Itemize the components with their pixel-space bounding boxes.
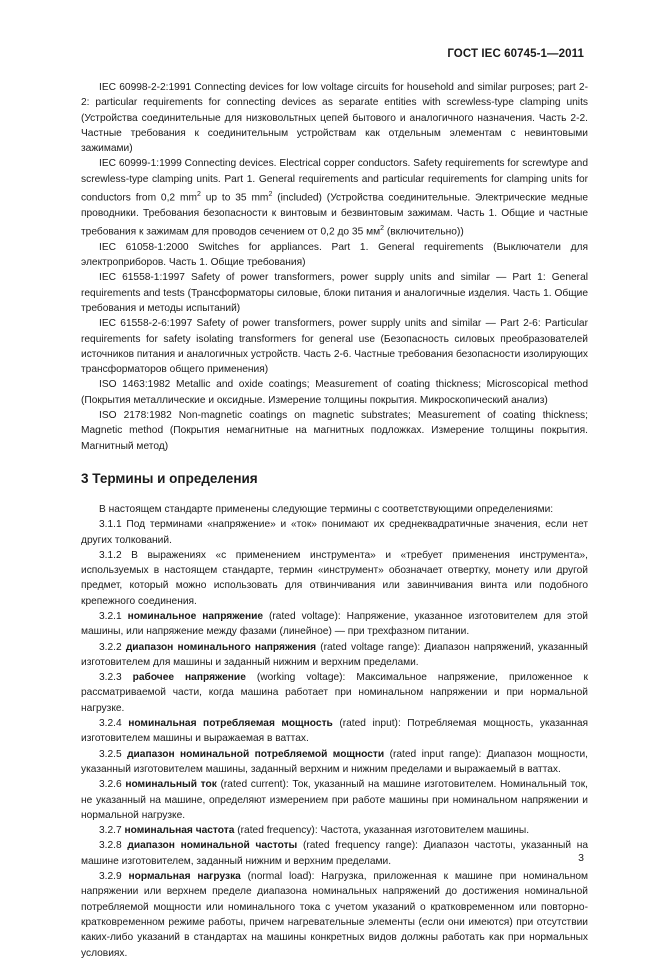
text-run: 3.2.3 [99,672,133,684]
reference-item [81,316,588,377]
text-run: IEC 61558-1:1997 Safety of power transformers, power supply units and similar — Part 1: General requirements and tests (Трансформаторы силовые, блоки питания и аналогичные изделия. Часть 1. Общие требования и методы испытаний) [81,272,588,314]
document-body [81,80,588,961]
text-run: (включительно)) [383,226,464,238]
document-header: ГОСТ IEC 60745-1—2011 [447,48,584,60]
term-name: номинальное напряжение [127,610,264,622]
text-run: (rated current): Ток, указанный на машине изготовителем. Номинальный ток, не указанный на машине, определяют измерением при работе машины при номинальном напряжении и нормальной нагрузке. [81,779,588,821]
term-name: номинальная потребляемая мощность [128,718,333,730]
term-name: рабочее напряжение [132,672,246,684]
text-run: 3.2.2 [99,641,126,653]
section-heading: 3 Термины и определения [81,470,258,486]
superscript: 2 [268,191,273,199]
reference-item [81,240,588,271]
term-definition [81,670,588,716]
text-run: В настоящем стандарте применены следующие термины с соответствующими определениями: [99,503,554,515]
term-definition [81,609,588,640]
text-run: (rated frequency): Частота, указанная изготовителем машины. [234,825,530,837]
term-name: нормальная нагрузка [128,871,241,883]
text-run: 3.2.6 [99,779,126,791]
text-run: IEC 61058-1:2000 Switches for appliances. Part 1. General requirements (Выключатели для электроприборов. Часть 1. Общие требования) [81,241,588,269]
text-run: 3.1.2 В выражениях «с применением инструмента» и «требует применения инструмента», используемых в настоящем стандарте, термин «инструмент» обозначает отвертку, монету или другой предмет, который можно использовать для отвинчивания или завинчивания винта или подобного крепежного соединения. [81,549,588,607]
reference-item [81,408,588,454]
term-definition [81,716,588,747]
text-run: ISO 1463:1982 Metallic and oxide coatings; Measurement of coating thickness; Microscopical method (Покрытия металлические и оксидные. Измерение толщины покрытия. Микроскопический анализ) [81,379,588,406]
text-run: IEC 61558-2-6:1997 Safety of power transformers, power supply units and similar — Part 2-6: Particular requirements for safety isolating transformers for general use (Безопасность силовых преобразователей источников питания и аналогичных устройств. Часть 2-6. Частные требования безопасности изолирующих трансформаторов общего применения) [81,318,588,376]
terms-definitions [81,502,588,961]
term-definition [81,640,588,671]
term-definition [81,823,588,838]
term-name: диапазон номинальной частоты [127,840,298,852]
paragraph [81,517,588,548]
term-name: номинальный ток [125,779,217,791]
reference-item [81,270,588,316]
term-name: диапазон номинального напряжения [125,641,317,653]
term-definition [81,777,588,823]
text-run: IEC 60999-1:1999 Connecting devices. Electrical copper conductors. Safety requirements for screwtype and screwless-type clamping units. Part 1. General requirements and particular requirements for clamping units for conductors from 0,2 mm [81,158,588,204]
text-run: 3.2.5 [99,748,128,760]
text-run: 3.2.1 [99,610,128,622]
text-run: (rated voltage range): Диапазон напряжений, указанный изготовителем для машины и заданный нижним и верхним пределами. [81,641,588,668]
text-run: (rated input range): Диапазон мощности, указанный изготовителем машины, заданный верхним и нижним пределами и выражаемый в ваттах. [81,748,589,775]
text-run: (included) (Устройства соединительные. Электрические медные проводники. Требования безопасности к винтовым и безвинтовым зажимам. Часть 1. Общие и частные требования к зажимам для проводов сечением от 0,2 до 35 мм [81,192,588,238]
text-run: 3.2.9 [99,871,129,883]
page-number: 3 [578,852,584,864]
text-run: (working voltage): Максимальное напряжение, приложенное к рассматриваемой части, когда машина работает при номинальном напряжении и при нормальной нагрузке. [81,672,588,714]
text-run: (rated frequency range): Диапазон частоты, указанный на машине изготовителем, заданный нижним и верхним пределами. [81,840,588,867]
text-run: (rated input): Потребляемая мощность, указанная изготовителем машины и выражаемая в ваттах. [81,718,589,745]
reference-item [81,377,588,408]
text-run: up to 35 mm [200,192,269,204]
text-run: 3.2.8 [99,840,128,852]
reference-item [81,80,588,156]
text-run: IEC 60998-2-2:1991 Connecting devices for low voltage circuits for household and similar purposes; part 2-2: particular requirements for connecting devices as separate entities with screwless-type clamping units (Устройства соединительные для низковольтных цепей бытового и аналогичного назначения. Часть 2-2. Частные требования к соединительным устройствам как отдельным элементам с невинтовыми зажимами) [81,82,588,155]
term-definition [81,747,588,778]
text-run: 3.2.4 [99,718,129,730]
paragraph [81,548,588,609]
normative-references-list [81,80,588,454]
text-run: (rated voltage): Напряжение, указанное изготовителем для этой машины, или напряжение между фазами (линейное) — при трехфазном питании. [81,610,588,638]
term-name: диапазон номинальной потребляемой мощности [127,748,385,760]
text-run: ISO 2178:1982 Non-magnetic coatings on magnetic substrates; Measurement of coating thickness; Magnetic method (Покрытия немагнитные на магнитных подложках. Измерение толщины покрытия. Магнитный метод) [81,410,588,452]
term-definition [81,869,588,961]
superscript: 2 [380,225,384,233]
reference-item [81,156,588,239]
term-name: номинальная частота [124,825,235,837]
text-run: (normal load): Нагрузка, приложенная к машине при номинальном напряжении или верхнем пределе диапазона номинальных напряжений до достижения номинальной потребляемой мощности или номинального тока с учетом указаний о кратковременном или повторно-кратковременном режиме работы, причем нагревательные элементы (если они имеются) при отсутствии каких-либо указаний в стандартах на машины конкретных видов должны работать как при нормальных условиях. [81,871,588,959]
paragraph [81,502,588,517]
text-run: 3.1.1 Под терминами «напряжение» и «ток» понимают их среднеквадратичные значения, если нет других толкований. [81,519,588,546]
superscript: 2 [196,191,201,199]
text-run: 3.2.7 [99,825,125,837]
term-definition [81,838,588,869]
